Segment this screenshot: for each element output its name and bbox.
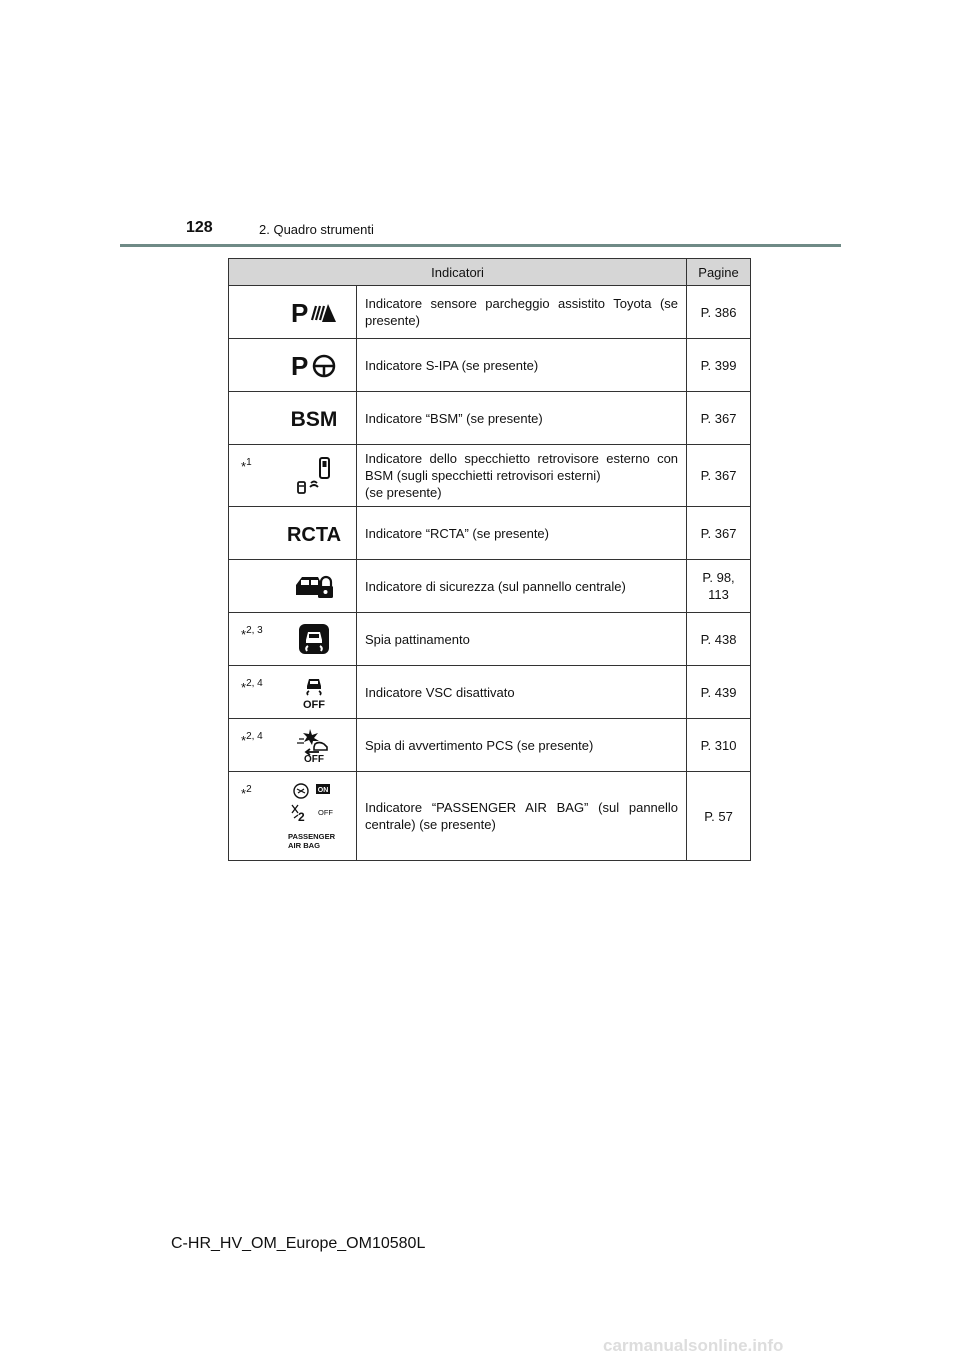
bsm-icon: [273, 392, 357, 445]
row-page-ref: P. 98, 113: [687, 560, 751, 613]
table-row: [229, 666, 751, 719]
row-page-ref: P. 367: [687, 445, 751, 507]
row-note: [229, 339, 273, 392]
row-page-ref: P. 310: [687, 719, 751, 772]
row-note: [229, 507, 273, 560]
section-title: 2. Quadro strumenti: [259, 222, 374, 237]
row-page-ref: P. 367: [687, 392, 751, 445]
row-description: Indicatore sensore parcheggio assistito Toyota (se presente): [357, 286, 687, 339]
row-description: Indicatore “PASSENGER AIR BAG” (sul pannello centrale) (se presente): [357, 772, 687, 861]
row-description: Spia pattinamento: [357, 613, 687, 666]
table-header-row: [229, 259, 751, 286]
row-description: Indicatore dello specchietto retrovisore esterno con BSM (sugli specchietti retrovisori esterni) (se presente): [357, 445, 687, 507]
row-note: [229, 286, 273, 339]
slip-indicator-icon: [273, 613, 357, 666]
row-note: *$^{2, 4}$: [229, 719, 273, 772]
parking-support-icon: [273, 286, 357, 339]
svg-text:P: P: [291, 298, 309, 326]
row-note: [229, 560, 273, 613]
row-page-ref: P. 367: [687, 507, 751, 560]
table-row: [229, 560, 751, 613]
column-header-pages: Pagine: [687, 259, 751, 286]
page-number: 128: [186, 219, 213, 236]
row-note: *$^{2, 4}$: [229, 666, 273, 719]
outside-mirror-bsm-icon: [273, 445, 357, 507]
svg-text:2: 2: [298, 810, 305, 824]
row-page-ref: P. 438: [687, 613, 751, 666]
svg-text:P: P: [291, 351, 309, 379]
svg-text:OFF: OFF: [318, 808, 334, 817]
table-row: [229, 392, 751, 445]
row-page-ref: P. 57: [687, 772, 751, 861]
row-note: *$^2$: [229, 772, 273, 861]
indicator-table: [228, 258, 751, 861]
column-header-indicators: Indicatori: [229, 259, 687, 286]
row-description: Indicatore S-IPA (se presente): [357, 339, 687, 392]
row-description: Indicatore “BSM” (se presente): [357, 392, 687, 445]
svg-text:RCTA: RCTA: [287, 524, 342, 546]
row-description: Indicatore VSC disattivato: [357, 666, 687, 719]
pcs-warning-icon: [273, 719, 357, 772]
row-description: Spia di avvertimento PCS (se presente): [357, 719, 687, 772]
row-page-ref: P. 399: [687, 339, 751, 392]
svg-text:BSM: BSM: [290, 408, 338, 431]
svg-text:ON: ON: [318, 787, 329, 794]
svg-text:PASSENGER: PASSENGER: [288, 832, 336, 841]
table-row: [229, 613, 751, 666]
row-note: [229, 392, 273, 445]
table-row: [229, 445, 751, 507]
table-row: [229, 507, 751, 560]
rcta-icon: [273, 507, 357, 560]
row-note: *$^1$: [229, 445, 273, 507]
row-page-ref: P. 439: [687, 666, 751, 719]
s-ipa-icon: [273, 339, 357, 392]
header-divider: [120, 244, 841, 247]
passenger-airbag-icon: [273, 772, 357, 861]
vsc-off-icon: [273, 666, 357, 719]
security-lock-icon: [273, 560, 357, 613]
svg-text:OFF: OFF: [303, 699, 326, 710]
watermark: carmanualsonline.info: [603, 1336, 784, 1355]
table-row: [229, 772, 751, 861]
row-page-ref: P. 386: [687, 286, 751, 339]
table-row: [229, 719, 751, 772]
row-description: Indicatore “RCTA” (se presente): [357, 507, 687, 560]
svg-text:AIR BAG: AIR BAG: [288, 841, 321, 850]
row-description: Indicatore di sicurezza (sul pannello centrale): [357, 560, 687, 613]
row-note: *$^{2, 3}$: [229, 613, 273, 666]
table-row: [229, 339, 751, 392]
svg-text:OFF: OFF: [304, 754, 325, 763]
document-code: C-HR_HV_OM_Europe_OM10580L: [171, 1235, 426, 1252]
table-row: [229, 286, 751, 339]
